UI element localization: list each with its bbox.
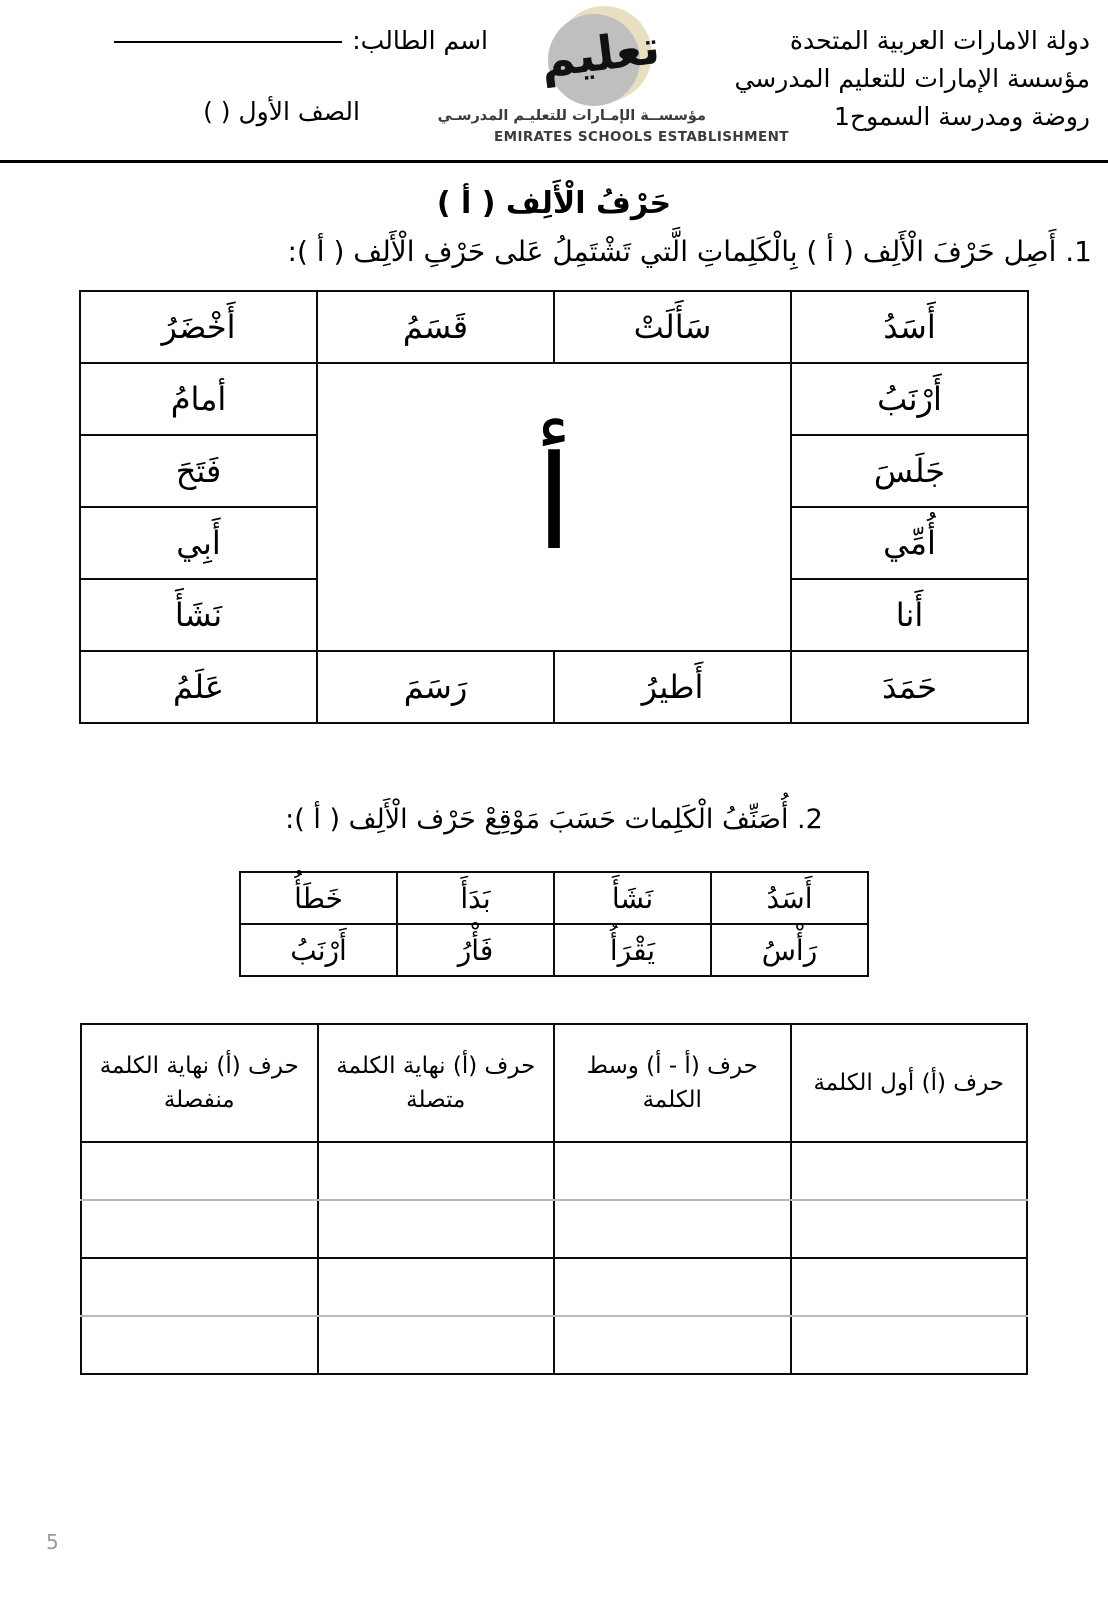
center-letter-alif: أ [317, 363, 791, 651]
table-header-row [81, 1024, 1027, 1142]
table-row [240, 924, 868, 976]
answer-cell[interactable] [791, 1200, 1028, 1258]
logo-script-text: تعليم [537, 19, 663, 89]
org-line-establishment: مؤسسة الإمارات للتعليم المدرسي [734, 64, 1090, 93]
match-words-table [79, 290, 1029, 724]
table-row [81, 1258, 1027, 1316]
word-bank-cell[interactable]: يَقْرَأُ [554, 924, 711, 976]
student-name-label: اسم الطالب: [352, 26, 488, 55]
word-cell[interactable]: أَنا [791, 579, 1028, 651]
word-cell[interactable]: أمامُ [80, 363, 317, 435]
answer-cell[interactable] [554, 1316, 791, 1374]
logo-mark-icon [537, 6, 663, 110]
grade-row [18, 97, 488, 126]
word-bank-cell[interactable]: أَرْنَبُ [240, 924, 397, 976]
classify-header-middle: حرف (أ - أ) وسط الكلمة [554, 1024, 791, 1142]
page-number: 5 [46, 1530, 59, 1554]
student-name-blank-line[interactable] [114, 41, 342, 43]
word-cell[interactable]: قَسَمُ [317, 291, 554, 363]
word-cell[interactable]: سَأَلَتْ [554, 291, 791, 363]
answer-cell[interactable] [554, 1258, 791, 1316]
answer-cell[interactable] [318, 1258, 555, 1316]
word-cell[interactable]: أَسَدُ [791, 291, 1028, 363]
word-bank-table [239, 871, 869, 977]
organization-block [734, 22, 1090, 136]
answer-cell[interactable] [791, 1258, 1028, 1316]
logo-arabic-name: مؤسســة الإمـارات للتعليـم المدرسـي [437, 108, 706, 124]
classify-header-first: حرف (أ) أول الكلمة [791, 1024, 1028, 1142]
org-line-school: روضة ومدرسة السموح1 [834, 102, 1090, 131]
classification-table [80, 1023, 1028, 1375]
table-row [80, 651, 1028, 723]
logo-english-name: EMIRATES SCHOOLS ESTABLISHMENT [494, 129, 789, 145]
grade-blank-parenthesis[interactable]: ( ) [203, 97, 231, 126]
word-cell[interactable]: نَشَأَ [80, 579, 317, 651]
table-row [240, 872, 868, 924]
answer-cell[interactable] [318, 1142, 555, 1200]
word-cell[interactable]: جَلَسَ [791, 435, 1028, 507]
answer-cell[interactable] [318, 1200, 555, 1258]
word-bank-cell[interactable]: فَأْرُ [397, 924, 554, 976]
student-name-row [18, 26, 488, 55]
ese-logo [437, 2, 789, 154]
org-line-country: دولة الامارات العربية المتحدة [789, 26, 1090, 55]
answer-cell[interactable] [791, 1316, 1028, 1374]
classify-header-end-connected: حرف (أ) نهاية الكلمة متصلة [318, 1024, 555, 1142]
table-row [81, 1200, 1027, 1258]
table-row [81, 1316, 1027, 1374]
word-bank-cell[interactable]: خَطَأُ [240, 872, 397, 924]
word-cell[interactable]: عَلَمُ [80, 651, 317, 723]
table-row [80, 291, 1028, 363]
question-2-instruction: 2. أُصَنِّفُ الْكَلِمات حَسَبَ مَوْقِعْ حَرْف الْأَلِف ( أ ): [285, 804, 823, 835]
word-bank-cell[interactable]: بَدَأَ [397, 872, 554, 924]
page-title: حَرْفُ الْأَلِف ( أ ) [436, 186, 672, 221]
word-cell[interactable]: أَرْنَبُ [791, 363, 1028, 435]
answer-cell[interactable] [81, 1142, 318, 1200]
answer-cell[interactable] [554, 1200, 791, 1258]
word-cell[interactable]: أَطيرُ [554, 651, 791, 723]
word-bank-cell[interactable]: رَأْسُ [711, 924, 868, 976]
answer-cell[interactable] [81, 1200, 318, 1258]
word-cell[interactable]: فَتَحَ [80, 435, 317, 507]
header-divider [0, 160, 1108, 163]
word-cell[interactable]: حَمَدَ [791, 651, 1028, 723]
answer-cell[interactable] [81, 1258, 318, 1316]
word-bank-cell[interactable]: نَشَأَ [554, 872, 711, 924]
answer-cell[interactable] [791, 1142, 1028, 1200]
question-1-instruction: 1. أَصِل حَرْفَ الْأَلِف ( أ ) بِالْكَلِماتِ الَّتي تَشْتَمِلُ عَلى حَرْفِ الْأَلِف ( أ ): [287, 235, 1092, 268]
word-cell[interactable]: أَخْضَرُ [80, 291, 317, 363]
answer-cell[interactable] [554, 1142, 791, 1200]
grade-label: الصف الأول [238, 97, 360, 126]
student-info-block [18, 26, 488, 126]
word-bank-cell[interactable]: أَسَدُ [711, 872, 868, 924]
answer-cell[interactable] [81, 1316, 318, 1374]
word-cell[interactable]: أُمِّي [791, 507, 1028, 579]
table-row [81, 1142, 1027, 1200]
classify-header-end-separate: حرف (أ) نهاية الكلمة منفصلة [81, 1024, 318, 1142]
word-cell[interactable]: رَسَمَ [317, 651, 554, 723]
page-header [0, 0, 1108, 162]
table-row [80, 363, 1028, 435]
word-cell[interactable]: أَبِي [80, 507, 317, 579]
answer-cell[interactable] [318, 1316, 555, 1374]
